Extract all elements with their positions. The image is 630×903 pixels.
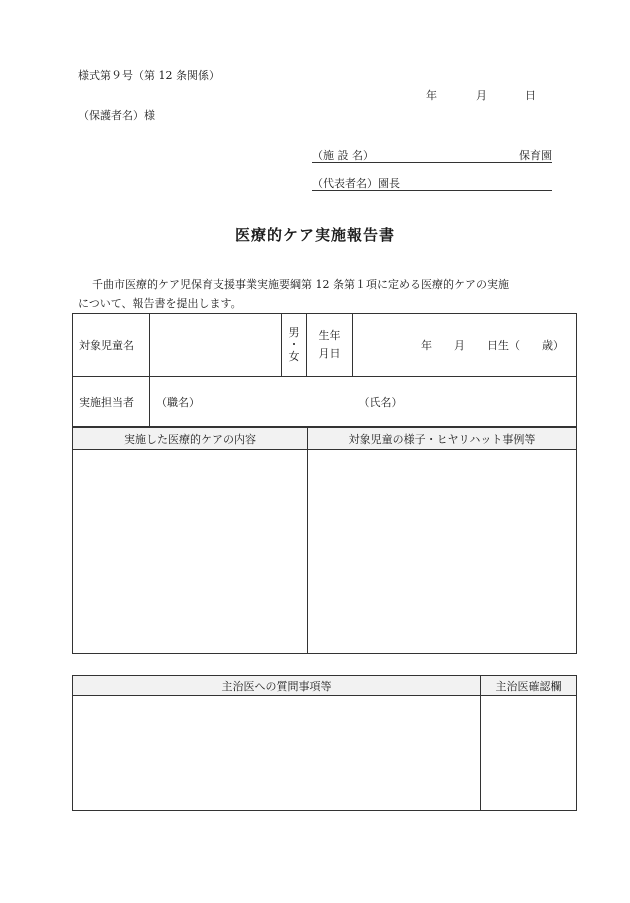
date-day-label: 日 [525, 89, 536, 102]
birth-label-1: 生年 [318, 329, 341, 342]
body-text-line-1: 千曲市医療的ケア児保育支援事業実施要綱第 12 条第１項に定める医療的ケアの実施 [92, 278, 509, 291]
care-content-header: 実施した医療的ケアの内容 [73, 428, 308, 450]
facility-name-label: （施 設 名） [312, 149, 374, 162]
gender-options[interactable] [282, 314, 307, 377]
gender-male: 男 [288, 326, 300, 339]
staff-label: 実施担当者 [73, 377, 150, 427]
gender-female: 女 [288, 350, 300, 363]
doctor-section-table [72, 675, 577, 811]
doctor-questions-field[interactable] [73, 696, 481, 811]
date-year-label: 年 [426, 89, 437, 102]
job-title-field[interactable]: （職名） [150, 377, 353, 427]
birth-date-field[interactable]: 年 月 日生（ 歳） [353, 314, 577, 377]
care-details-table [72, 427, 577, 654]
child-status-field[interactable] [308, 450, 577, 654]
staff-row [73, 377, 577, 427]
form-number: 様式第９号（第 12 条関係） [78, 69, 220, 82]
full-name-field[interactable]: （氏名） [353, 377, 577, 427]
child-name-field[interactable] [150, 314, 282, 377]
doctor-questions-header: 主治医への質問事項等 [73, 676, 481, 696]
recipient-label: （保護者名）様 [78, 109, 155, 122]
facility-name-suffix: 保育園 [519, 149, 552, 162]
representative-line [312, 175, 552, 191]
date-month-label: 月 [476, 89, 487, 102]
child-status-header: 対象児童の様子・ヒヤリハット事例等 [308, 428, 577, 450]
representative-label: （代表者名）園長 [312, 177, 400, 190]
report-form-table [72, 313, 577, 427]
child-row [73, 314, 577, 377]
facility-name-line [312, 147, 552, 163]
doctor-confirm-field[interactable] [481, 696, 577, 811]
doctor-confirm-header: 主治医確認欄 [481, 676, 577, 696]
care-content-field[interactable] [73, 450, 308, 654]
page-title: 医療的ケア実施報告書 [234, 226, 395, 244]
body-text-line-2: について、報告書を提出します。 [78, 297, 242, 310]
gender-dot: ・ [288, 338, 300, 351]
child-name-label: 対象児童名 [73, 314, 150, 377]
birth-date-label [307, 314, 353, 377]
birth-label-2: 月日 [318, 347, 341, 360]
